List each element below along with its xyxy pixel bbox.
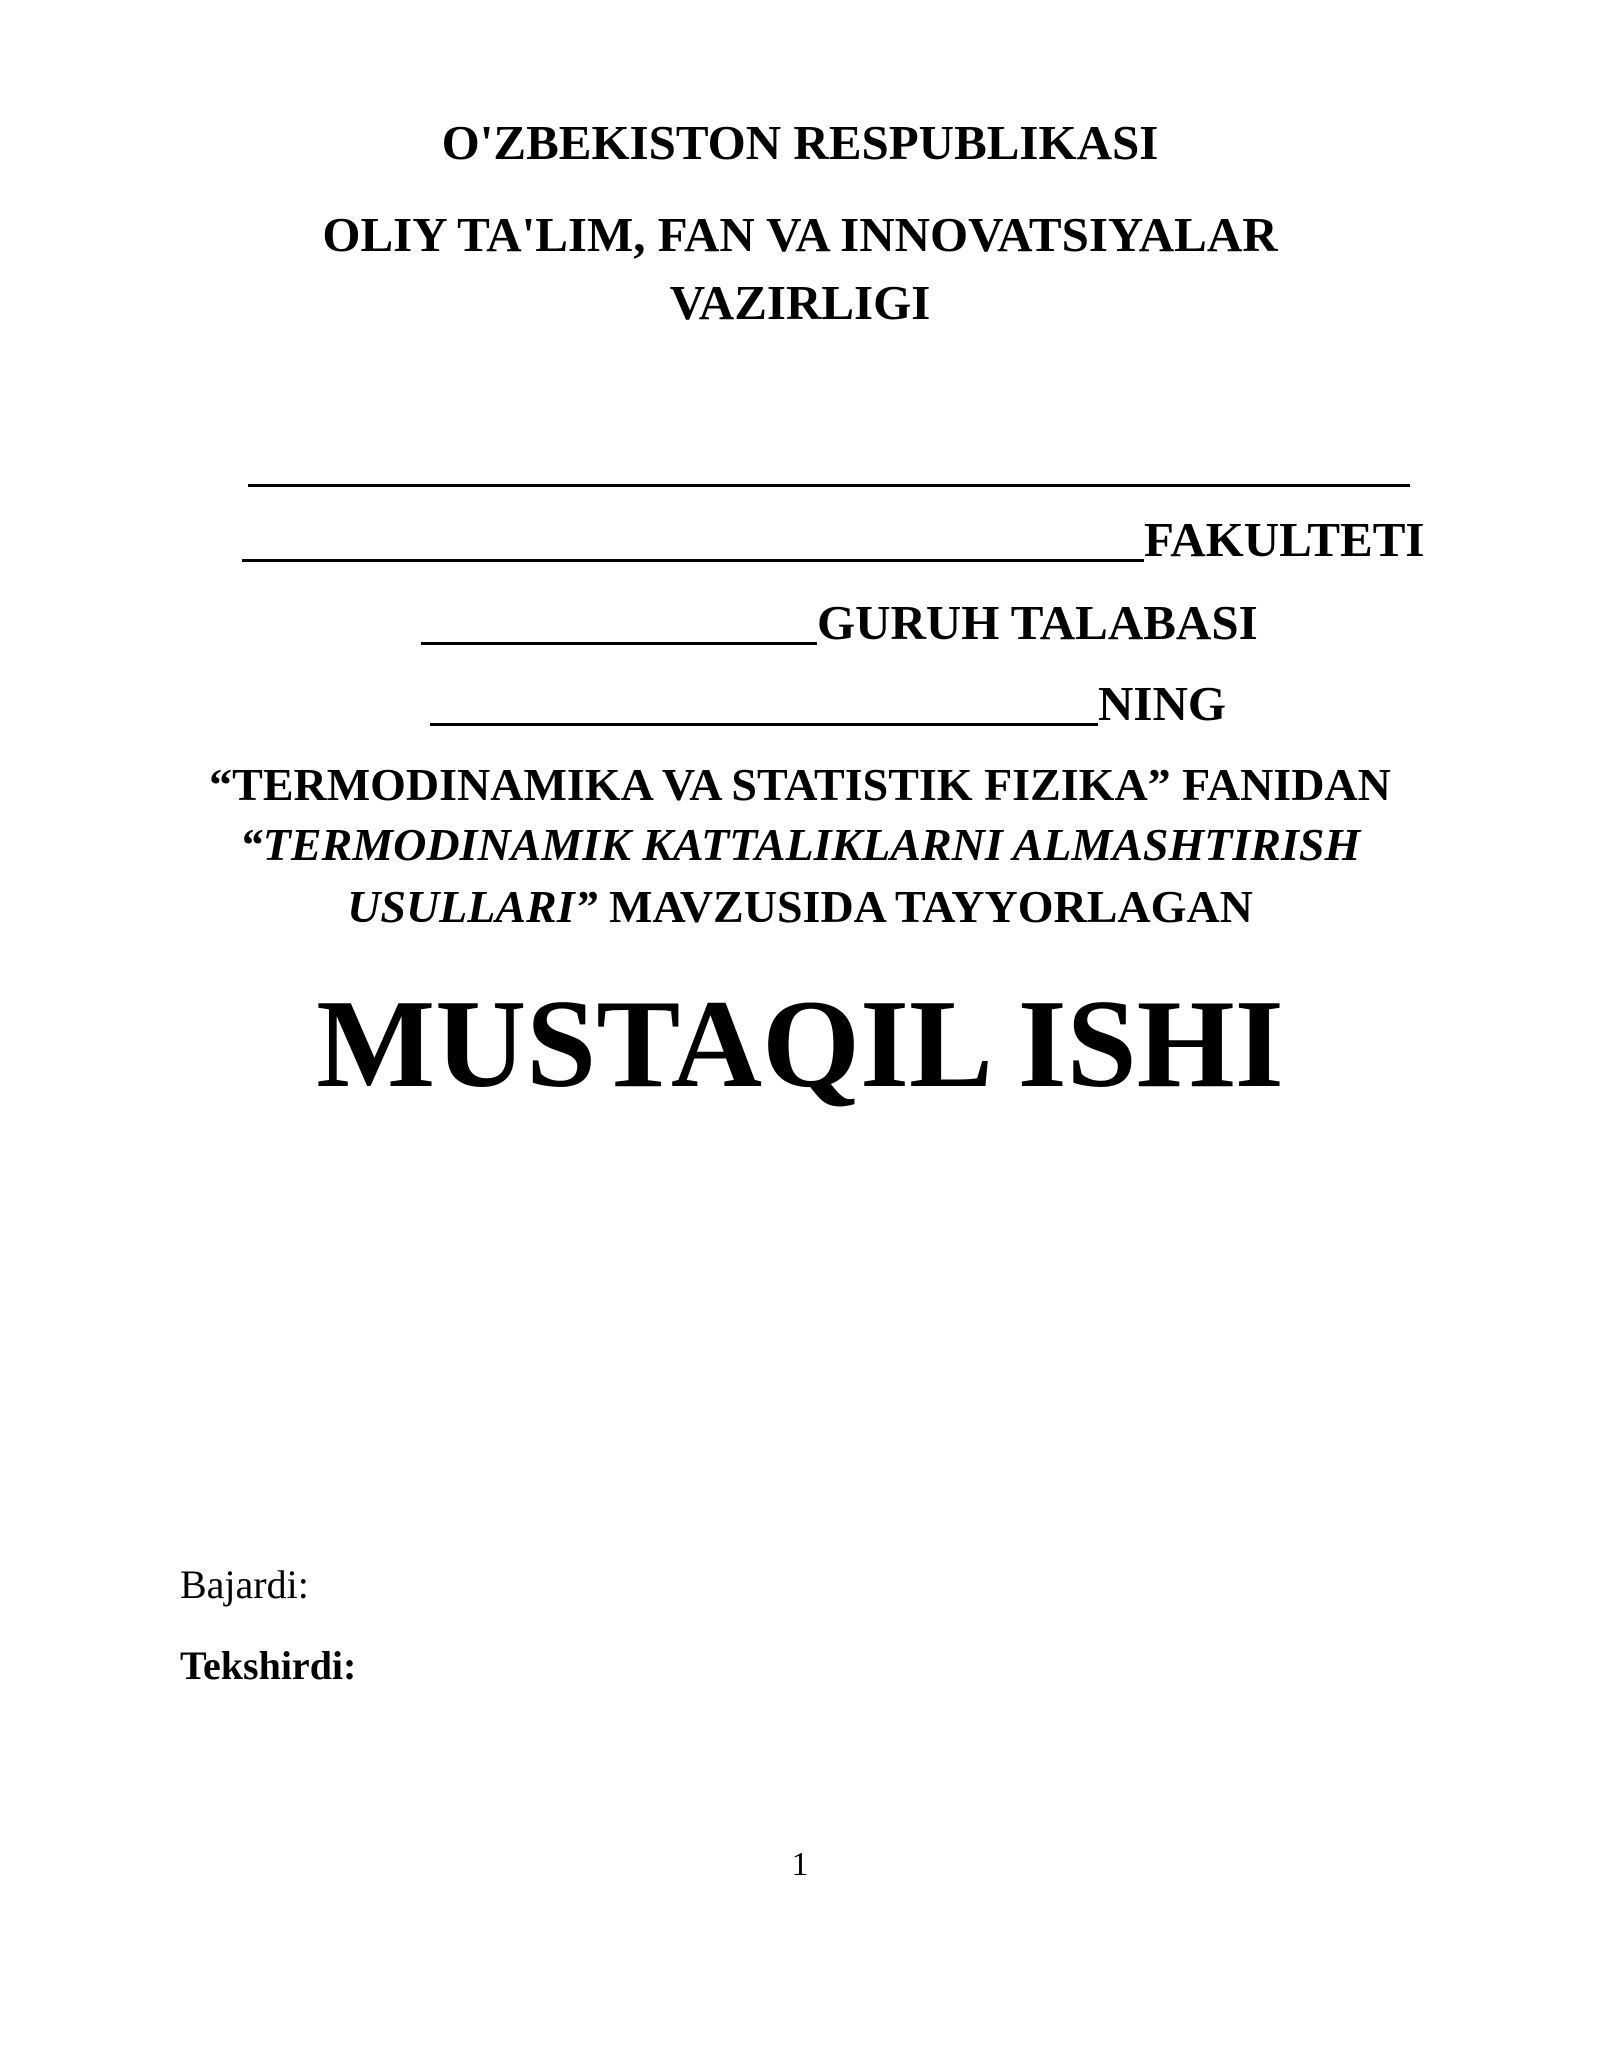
header-ministry-line2: VAZIRLIGI xyxy=(669,275,931,330)
theme-line2-rest: MAVZUSIDA TAYYORLAGAN xyxy=(597,881,1253,932)
group-line xyxy=(421,595,1258,650)
group-label: GURUH TALABASI xyxy=(817,595,1258,650)
performed-by-label: Bajardi: xyxy=(180,1562,309,1607)
document-title: MUSTAQIL ISHI xyxy=(316,975,1284,1114)
theme-line2 xyxy=(0,881,1600,932)
header-country: O'ZBEKISTON RESPUBLIKASI xyxy=(441,115,1159,170)
faculty-line xyxy=(242,512,1425,567)
checked-by-label: Tekshirdi: xyxy=(180,1643,357,1688)
theme-line2-italic: USULLARI” xyxy=(347,881,598,932)
blank-line-top xyxy=(248,440,1410,489)
subject-line: “TERMODINAMIKA VA STATISTIK FIZIKA” FANIDAN xyxy=(209,759,1391,810)
theme-line1: “TERMODINAMIK KATTALIKLARNI ALMASHTIRISH xyxy=(239,819,1361,870)
student-name-underline xyxy=(430,723,1098,726)
faculty-label: FAKULTETI xyxy=(1144,512,1425,567)
underline-blank xyxy=(248,484,1410,487)
faculty-underline xyxy=(242,559,1144,562)
student-name-label: NING xyxy=(1098,676,1226,731)
page-number: 1 xyxy=(791,1846,809,1883)
group-underline xyxy=(421,642,817,645)
student-name-line xyxy=(430,676,1226,731)
header-ministry-line1: OLIY TA'LIM, FAN VA INNOVATSIYALAR xyxy=(322,207,1278,262)
